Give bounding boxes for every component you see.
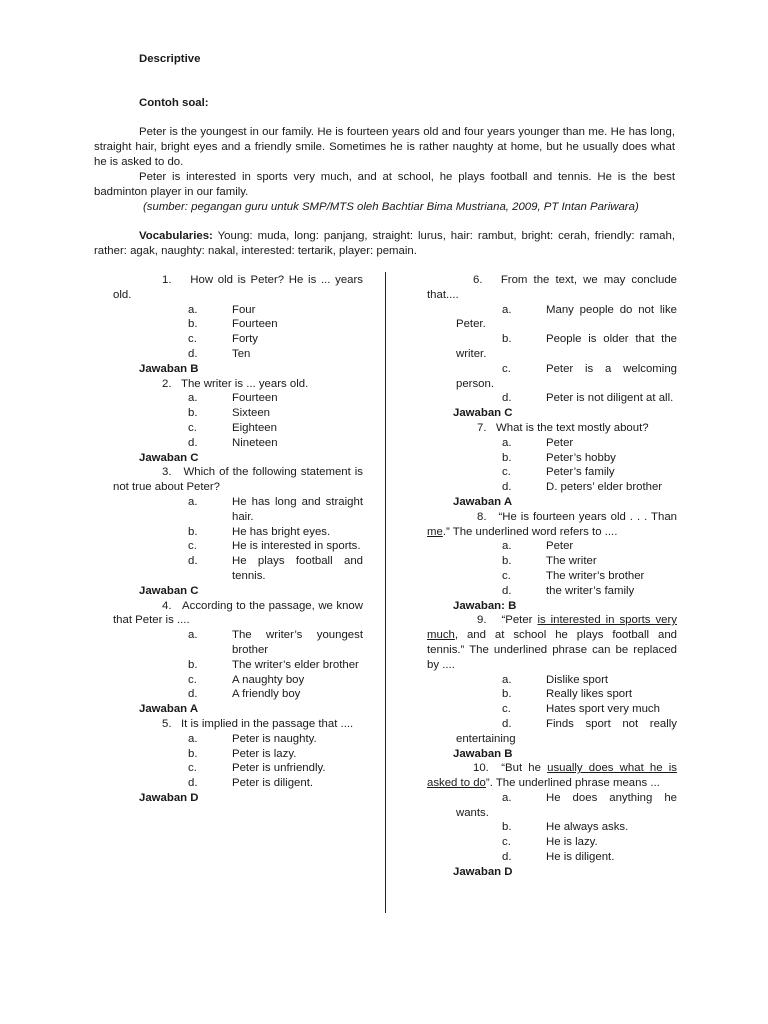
option-c (427, 362, 677, 392)
option-text: Peter is naughty. (232, 732, 317, 745)
question-text: “But he (501, 762, 548, 775)
answer-10: Jawaban D (453, 865, 513, 878)
question-number: 2. (162, 377, 172, 390)
option-letter: d. (188, 555, 198, 568)
option-text: Dislike sport (546, 673, 609, 686)
questions-left-column (113, 273, 363, 806)
option-text: He is lazy. (546, 836, 598, 849)
example-label: Contoh soal: (139, 97, 209, 109)
underlined-phrase: usually does what he is asked to do (427, 762, 677, 790)
option-c (113, 332, 363, 347)
option-text: Fourteen (232, 392, 278, 405)
vocabulary-label: Vocabularies: (139, 230, 213, 242)
question-5 (113, 717, 363, 732)
option-d (113, 776, 363, 791)
option-c (113, 421, 363, 436)
question-text: “He is fourteen years old . . . Than (498, 510, 677, 523)
option-d (427, 717, 677, 747)
option-letter: b. (502, 688, 512, 701)
option-letter: d. (502, 717, 512, 730)
option-a (113, 628, 363, 658)
question-number: 6. (473, 274, 483, 286)
question-text: The writer is ... years old. (181, 377, 309, 390)
option-letter: a. (502, 673, 512, 686)
underlined-phrase: is interested in sports very much (427, 614, 677, 642)
option-b (427, 820, 677, 835)
question-9 (427, 613, 677, 672)
option-letter: d. (502, 584, 512, 597)
question-text: ”. The underlined phrase means ... (485, 777, 660, 790)
option-c (113, 673, 363, 688)
option-a (113, 303, 363, 318)
option-letter: d. (502, 392, 512, 405)
question-6 (427, 273, 677, 303)
question-number: 3. (162, 466, 172, 479)
question-text: .” The underlined word refers to .... (442, 525, 618, 538)
answer-8: Jawaban: B (453, 599, 517, 612)
option-letter: c. (188, 540, 197, 553)
option-letter: a. (188, 629, 198, 642)
option-text: He has long and straight hair. (232, 495, 363, 523)
question-1 (113, 273, 363, 303)
question-number: 10. (473, 762, 489, 775)
option-letter: c. (188, 421, 197, 434)
option-text: Forty (232, 333, 258, 346)
option-letter: a. (188, 732, 198, 745)
document-heading: Descriptive (139, 53, 201, 65)
question-number: 4. (162, 599, 172, 612)
question-text: , and at school he plays football and tennis.” The underlined phrase can be replaced by .... (427, 629, 677, 671)
option-text: The writer’s elder brother (232, 658, 359, 671)
option-letter: c. (188, 333, 197, 346)
answer-6: Jawaban C (453, 407, 513, 420)
option-b (427, 554, 677, 569)
answer-3: Jawaban C (139, 584, 199, 597)
option-text: Eighteen (232, 421, 277, 434)
option-text: Really likes sport (546, 688, 633, 701)
question-text: How old is Peter? He is ... years old. (113, 274, 363, 301)
option-d (113, 347, 363, 362)
option-c (113, 539, 363, 554)
question-8 (427, 510, 677, 540)
option-letter: a. (502, 303, 512, 316)
option-text: Many people do not like Peter. (456, 303, 677, 331)
underlined-word: me (427, 525, 443, 538)
option-text: Peter (546, 540, 574, 553)
option-letter: b. (502, 821, 512, 834)
option-letter: d. (188, 347, 198, 360)
option-b (113, 406, 363, 421)
option-letter: b. (188, 407, 198, 420)
question-3 (113, 465, 363, 495)
option-text: Fourteen (232, 318, 278, 331)
option-d (113, 436, 363, 451)
vocabulary-text: Young: muda, long: panjang, straight: lurus, hair: rambut, bright: cerah, friendly: ramah, rather: agak, naughty: nakal, interested: tertarik, player: pemain. (94, 230, 675, 257)
question-text: “Peter (501, 614, 538, 627)
option-letter: c. (188, 673, 197, 686)
option-letter: b. (188, 318, 198, 331)
option-letter: b. (188, 658, 198, 671)
question-7 (427, 421, 677, 436)
option-text: Hates sport very much (546, 703, 660, 716)
option-text: Peter is diligent. (232, 777, 314, 790)
option-a (427, 539, 677, 554)
option-text: He does anything he wants. (456, 791, 677, 819)
question-number: 9. (477, 614, 487, 627)
column-divider (385, 272, 386, 913)
option-text: The writer (546, 555, 597, 568)
option-letter: a. (188, 392, 198, 405)
option-text: Peter (546, 436, 574, 449)
paragraph-1: Peter is the youngest in our family. He is fourteen years old and four years younger than me. He has long, straight hair, bright eyes and a friendly smile. Sometimes he is rather naughty at home, but he usually does what he is asked to do. (94, 126, 675, 168)
option-b (427, 332, 677, 362)
option-a (113, 495, 363, 525)
question-text: From the text, we may conclude that.... (427, 274, 678, 301)
option-letter: b. (502, 555, 512, 568)
question-10 (427, 761, 677, 791)
option-text: Finds sport not really entertaining (456, 717, 677, 745)
option-text: the writer’s family (546, 584, 635, 597)
question-2 (113, 377, 363, 392)
option-c (113, 761, 363, 776)
option-text: He is interested in sports. (232, 540, 361, 553)
paragraph-2: Peter is interested in sports very much, and at school, he plays football and tennis. He is the best badminton player in our family. (94, 171, 675, 198)
option-b (427, 687, 677, 702)
option-letter: d. (502, 481, 512, 494)
option-a (113, 391, 363, 406)
answer-5: Jawaban D (139, 791, 199, 804)
option-a (113, 732, 363, 747)
option-letter: a. (502, 540, 512, 553)
question-number: 1. (162, 274, 172, 286)
option-letter: d. (188, 436, 198, 449)
question-text: What is the text mostly about? (496, 421, 649, 434)
option-letter: d. (502, 851, 512, 864)
option-b (113, 525, 363, 540)
questions-right-column (427, 273, 677, 880)
option-text: He has bright eyes. (232, 525, 331, 538)
option-letter: d. (188, 688, 198, 701)
option-text: He plays football and tennis. (232, 555, 363, 582)
option-text: D. peters’ elder brother (546, 481, 663, 494)
option-b (113, 747, 363, 762)
option-text: Peter’s hobby (546, 451, 616, 464)
option-letter: d. (188, 777, 198, 790)
option-text: The writer’s brother (546, 569, 645, 582)
answer-9: Jawaban B (453, 747, 513, 760)
option-text: A naughty boy (232, 673, 305, 686)
option-text: Four (232, 303, 256, 316)
option-text: Peter’s family (546, 466, 615, 479)
question-4 (113, 599, 363, 629)
answer-4: Jawaban A (139, 703, 199, 716)
option-letter: c. (502, 703, 511, 716)
option-text: Peter is unfriendly. (232, 762, 326, 775)
option-b (427, 451, 677, 466)
option-letter: c. (502, 362, 511, 375)
option-c (427, 465, 677, 480)
option-text: People is older that the writer. (456, 333, 677, 360)
option-a (427, 436, 677, 451)
option-text: Peter is a welcoming person. (456, 362, 677, 390)
option-d (427, 584, 677, 599)
option-c (427, 569, 677, 584)
option-text: Peter is not diligent at all. (546, 392, 674, 405)
answer-2: Jawaban C (139, 451, 199, 464)
option-d (427, 850, 677, 865)
option-letter: b. (188, 747, 198, 760)
option-letter: c. (188, 762, 197, 775)
option-letter: c. (502, 836, 511, 849)
option-text: A friendly boy (232, 688, 301, 701)
option-letter: a. (188, 303, 198, 316)
option-text: Nineteen (232, 436, 278, 449)
option-letter: b. (502, 451, 512, 464)
option-d (427, 391, 677, 406)
option-letter: a. (188, 495, 198, 508)
option-text: Peter is lazy. (232, 747, 297, 760)
option-text: Sixteen (232, 407, 270, 420)
option-text: The writer’s youngest brother (232, 629, 363, 656)
option-c (427, 702, 677, 717)
answer-7: Jawaban A (453, 495, 513, 508)
option-letter: b. (502, 333, 512, 346)
option-b (113, 317, 363, 332)
option-letter: b. (188, 525, 198, 538)
option-c (427, 835, 677, 850)
question-number: 8. (477, 510, 487, 523)
option-b (113, 658, 363, 673)
option-a (427, 303, 677, 333)
option-a (427, 791, 677, 821)
question-text: According to the passage, we know that Peter is .... (113, 599, 363, 627)
option-text: He is diligent. (546, 851, 615, 864)
option-text: Ten (232, 347, 251, 360)
answer-1: Jawaban B (139, 362, 199, 375)
option-a (427, 673, 677, 688)
source-citation: (sumber: pegangan guru untuk SMP/MTS oleh Bachtiar Bima Mustriana, 2009, PT Intan Pariwara) (143, 201, 639, 213)
option-d (113, 687, 363, 702)
option-d (427, 480, 677, 495)
question-number: 5. (162, 717, 172, 730)
option-d (113, 554, 363, 584)
question-text: Which of the following statement is not true about Peter? (113, 466, 363, 494)
vocabulary-paragraph (94, 229, 675, 259)
option-letter: c. (502, 569, 511, 582)
option-text: He always asks. (546, 821, 629, 834)
option-letter: c. (502, 466, 511, 479)
option-letter: a. (502, 791, 512, 804)
question-text: It is implied in the passage that .... (181, 717, 354, 730)
question-number: 7. (477, 421, 487, 434)
option-letter: a. (502, 436, 512, 449)
